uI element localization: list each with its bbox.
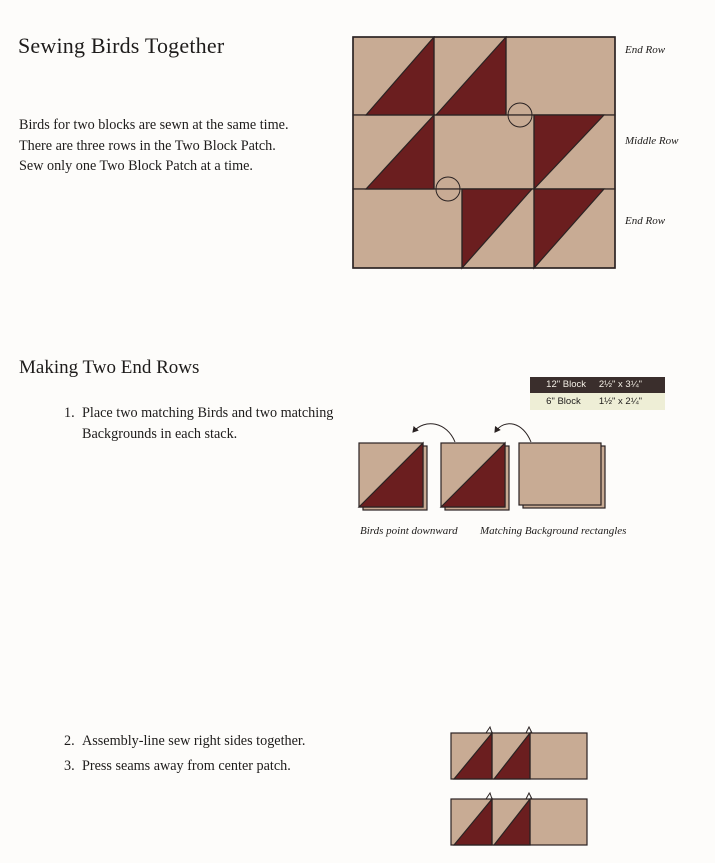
flip-arrow: [495, 424, 531, 442]
row-label-middle: Middle Row: [625, 135, 679, 147]
intro-paragraph: [19, 115, 349, 177]
size-table: [530, 377, 665, 410]
intro-line: There are three rows in the Two Block Patch.: [19, 137, 276, 154]
row-label-bottom: End Row: [625, 215, 666, 227]
step-text: Press seams away from center patch.: [82, 758, 291, 774]
page-title: Sewing Birds Together: [18, 33, 225, 58]
intro-line: Sew only one Two Block Patch at a time.: [19, 158, 253, 174]
step-text: Place two matching Birds and two matching: [82, 405, 334, 421]
step-text: Assembly-line sew right sides together.: [82, 733, 306, 749]
step-number: 2.: [64, 733, 75, 749]
size-block-label: 12" Block: [546, 379, 586, 390]
size-dimension: 1½" x 2¼": [598, 396, 642, 407]
stacks-diagram: [355, 418, 610, 518]
size-dimension: 2½" x 3¼": [598, 379, 642, 390]
row-label-top: End Row: [625, 44, 666, 56]
step-number: 1.: [64, 405, 75, 421]
two-block-patch-diagram: [352, 36, 616, 270]
flip-arrow: [413, 424, 455, 442]
size-block-label: 6" Block: [546, 396, 581, 407]
caption-birds: Birds point downward: [360, 525, 458, 537]
intro-line: Birds for two blocks are sewn at the same time.: [19, 117, 289, 133]
step-1: [64, 403, 333, 445]
section-heading: Making Two End Rows: [19, 357, 200, 378]
end-rows-diagram: [448, 724, 593, 849]
step-2: [64, 731, 305, 752]
step-text: Backgrounds in each stack.: [82, 426, 238, 442]
step-number: 3.: [64, 758, 75, 774]
size-row: [530, 377, 665, 393]
caption-backgrounds: Matching Background rectangles: [480, 525, 627, 537]
step-3: [64, 756, 291, 777]
background-stack: [519, 443, 601, 505]
size-row: [530, 393, 665, 410]
